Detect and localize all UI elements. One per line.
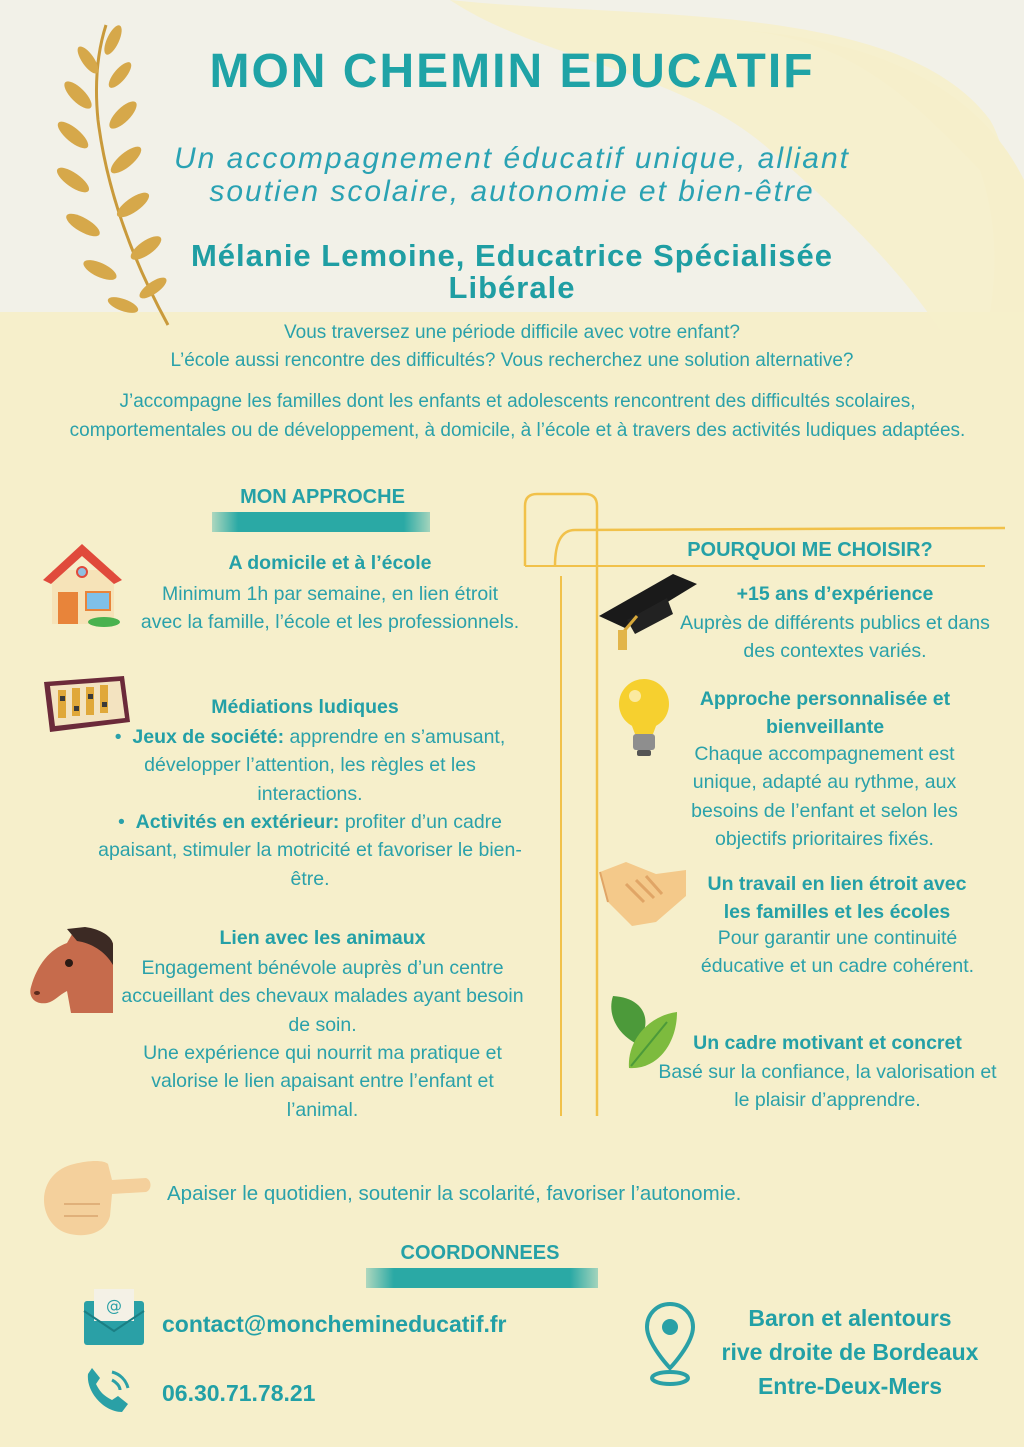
intro-question-2: L’école aussi rencontre des difficultés? Vous recherchez une solution alternative? — [170, 350, 854, 371]
intro-question-1: Vous traversez une période difficile avec votre enfant? — [284, 322, 740, 343]
approach-heading-underline — [212, 512, 430, 532]
horse-icon — [25, 925, 115, 1015]
author-name-line-2: Libérale — [448, 270, 576, 305]
contact-heading: COORDONNEES — [400, 1242, 560, 1264]
approach-item-2-title: Médiations ludiques — [211, 696, 399, 718]
bullet-2-text: profiter d’un cadre apaisant, stimuler la motricité et favoriser le bien-être. — [98, 811, 522, 890]
location-pin-icon — [645, 1302, 695, 1388]
tagline-line-1: Un accompagnement éducatif unique, alliant — [173, 142, 851, 175]
author-name-line-1: Mélanie Lemoine, Educatrice Spécialisée — [190, 238, 834, 273]
email-icon — [82, 1285, 146, 1347]
approach-item-3-text-2: Une expérience qui nourrit ma pratique et valorise le lien apaisant entre l’enfant et l’animal. — [143, 1042, 502, 1121]
phone-icon — [82, 1364, 136, 1418]
approach-item-3-text-1: Engagement bénévole auprès d’un centre accueillant des chevaux malades ayant besoin de soin. — [121, 957, 524, 1036]
intro-paragraph: J’accompagne les familles dont les enfants et adolescents rencontrent des difficultés scolaires, comportementales ou de développement, à domicile, à l’école et à travers des activités ludiques adaptées. — [69, 391, 966, 441]
approach-item-2-bullet-2: • Activités en extérieur: profiter d’un cadre apaisant, stimuler la motricité et favoriser le bien-être. — [98, 811, 522, 890]
tagline-line-2: soutien scolaire, autonomie et bien-être — [209, 175, 815, 208]
contact-heading-underline — [366, 1268, 598, 1288]
approach-item-1-title: A domicile et à l’école — [228, 552, 432, 574]
why-item-4-text: Basé sur la confiance, la valorisation et le plaisir d’apprendre. — [658, 1061, 997, 1112]
why-item-1-title: +15 ans d’expérience — [736, 583, 934, 605]
handshake-icon — [596, 856, 690, 930]
location-line-1: Baron et alentours — [748, 1305, 952, 1331]
email-link[interactable]: contact@moncheminеducatif.fr — [162, 1311, 507, 1337]
why-item-3-title: Un travail en lien étroit avec les familles et les écoles — [707, 873, 967, 924]
why-heading: POURQUOI ME CHOISIR? — [687, 539, 933, 561]
why-item-3-text: Pour garantir une continuité éducative et un cadre cohérent. — [700, 927, 975, 978]
location-line-2: rive droite de Bordeaux — [721, 1339, 979, 1365]
why-item-4-title: Un cadre motivant et concret — [693, 1032, 962, 1054]
approach-item-3-title: Lien avec les animaux — [219, 927, 426, 949]
house-icon — [40, 540, 125, 628]
page-title: MON CHEMIN EDUCATIF — [209, 45, 815, 98]
why-item-1-text: Auprès de différents publics et dans des contextes variés. — [680, 612, 990, 663]
phone-number[interactable]: 06.30.71.78.21 — [162, 1380, 316, 1406]
approach-heading: MON APPROCHE — [240, 486, 405, 508]
bullet-1-bold: Jeux de société: — [132, 726, 285, 748]
svg-text:@: @ — [106, 1296, 122, 1315]
location-line-3: Entre-Deux-Mers — [757, 1373, 943, 1399]
light-bulb-icon — [615, 676, 673, 760]
bullet-1-text: apprendre en s’amusant, développer l’attention, les règles et les interactions. — [144, 726, 506, 805]
approach-item-2-bullet-1: • Jeux de société: apprendre en s’amusant, développer l’attention, les règles et les interactions. — [114, 726, 506, 805]
why-item-2-text: Chaque accompagnement est unique, adapté au rythme, aux besoins de l’enfant et selon les objectifs prioritaires fixés. — [691, 743, 958, 851]
why-item-2-title: Approche personnalisée et bienveillante — [699, 688, 951, 739]
motto-text: Apaiser le quotidien, soutenir la scolarité, favoriser l’autonomie. — [167, 1182, 742, 1205]
approach-item-1-text: Minimum 1h par semaine, en lien étroit avec la famille, l’école et les professionnels. — [140, 583, 520, 634]
bullet-2-bold: Activités en extérieur: — [135, 811, 340, 833]
pointing-hand-icon — [40, 1156, 152, 1240]
